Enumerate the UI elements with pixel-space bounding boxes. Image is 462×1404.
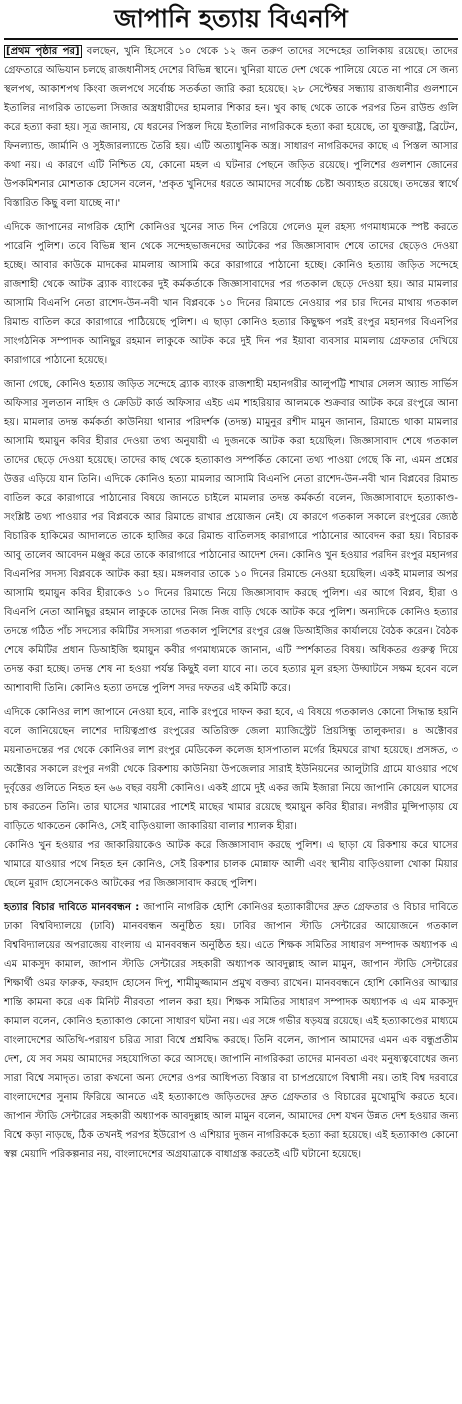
continuation-marker: [প্রথম পৃষ্ঠার পর]	[6, 46, 80, 57]
headline-rule	[4, 38, 458, 40]
paragraph-6	[4, 898, 458, 1164]
subheading: হত্যার বিচার দাবিতে মানববন্ধন :	[4, 902, 140, 913]
paragraph-2: এদিকে জাপানের নাগরিক হোশি কোনিওর খুনের সাত দিন পেরিয়ে গেলেও মূল রহস্য গণমাধ্যমকে স্পষ্ট করতে পারেনি পুলিশ। তবে বিভিন্ন স্থান থেকে সন্দেহভাজনদের আটকের পর জিজ্ঞাসাবাদ শেষে তাদের ছেড়েও দেওয়া হচ্ছে। আবার কাউকে মাদকের মামলায় আসামি করে কারাগারে পাঠানো হচ্ছে। কোনিও হত্যায় জড়িত সন্দেহে রাজশাহী থেকে আটক ব্র্যাক ব্যাংকের দুই কর্মকর্তাকে জিজ্ঞাসাবাদের পর গতকাল ছেড়ে দেওয়া হয়। আর মামলার আসামি বিএনপি নেতা রাশেদ-উন-নবী খান বিপ্লবকে ১০ দিনের রিমান্ডে নেওয়ার পর চার দিনের মাথায় গতকাল রিমান্ড বাতিল করে কারাগারে পাঠিয়েছে পুলিশ। এ ছাড়া কোনিও হত্যার কিছুক্ষণ পরই রংপুর মহানগর বিএনপির সাংগঠনিক সম্পাদক আনিছুর রহমান লাকুকে আটক করে দুই দিন পর ইয়াবা ব্যবসার মামলায় গ্রেফতার দেখিয়ে কারাগারে পাঠানো হয়েছে।	[4, 222, 458, 366]
paragraph-1-text: বলছেন, খুনি হিসেবে ১০ থেকে ১২ জন তরুণ তাদের সন্দেহের তালিকায় রয়েছে। তাদের গ্রেফতারে অভিযান চলছে রাজধানীসহ দেশের বিভিন্ন স্থানে। খুনিরা যাতে দেশ থেকে পালিয়ে যেতে না পারে সে জন্য স্থলপথ, আকাশপথ কিংবা জলপথে সর্বোচ্চ সতর্কতা জারি করা হয়েছে। ২৮ সেপ্টেম্বর সন্ধ্যায় রাজধানীর গুলশানে ইতালির নাগরিক তাভেলা সিজার অস্ত্রধারীদের হামলার শিকার হন। খুব কাছ থেকে তাকে পরপর তিন রাউন্ড গুলি করে হত্যা করা হয়। সূত্র জানায়, যে ধরনের পিস্তল দিয়ে ইতালির নাগরিককে হত্যা করা হয়েছে, তা যুক্তরাষ্ট্র, ব্রিটেন, ফিনল্যান্ড, জার্মানি ও সুইজারল্যান্ডে তৈরি হয়। এটি অত্যাধুনিক অস্ত্র। সাধারণ নাগরিকদের কাছে এ পিস্তল আসার কথা নয়। এ কারণে এটি নিশ্চিত যে, কোনো মহল এ ঘটনার পেছনে জড়িত রয়েছে। পুলিশের গুলশান জোনের উপকমিশনার মোশতাক হোসেন বলেন, 'প্রকৃত খুনিদের ধরতে আমাদের সর্বোচ্চ চেষ্টা অব্যাহত রয়েছে। তদন্তের স্বার্থে বিস্তারিত কিছু বলা যাচ্ছে না।'	[4, 46, 458, 209]
paragraph-1	[4, 42, 458, 213]
paragraph-4: এদিকে কোনিওর লাশ জাপানে নেওয়া হবে, নাকি রংপুরে দাফন করা হবে, এ বিষয়ে গতকালও কোনো সিদ্ধান্ত হয়নি বলে জানিয়েছেন লাশের দায়িত্বপ্রাপ্ত রংপুরের অতিরিক্ত জেলা ম্যাজিস্ট্রেট প্রিয়সিন্ধু তালুকদার। ৪ অক্টোবর ময়নাতদন্তের পর থেকে কোনিওর লাশ রংপুর মেডিকেল কলেজ হাসপাতাল মর্গের হিমঘরে রাখা হয়েছে। প্রসঙ্গত, ৩ অক্টোবর সকালে রংপুর নগরী থেকে রিকশায় কাউনিয়া উপজেলার সারাই ইউনিয়নের আলুটারি গ্রামে যাওয়ার পথে দুর্বৃত্তের গুলিতে নিহত হন ৬৬ বছর বয়সী কোনিও। একই গ্রামে দুই একর জমি ইজারা নিয়ে জাপানি কোয়েল ঘাসের চাষ করতেন তিনি। তার ঘাসের খামারের পাশেই মাছের খামার রয়েছে হুমায়ুন কবির হীরার। নগরীর মুন্সিপাড়ায় যে বাড়িতে থাকতেন কোনিও, সেই বাড়িওয়ালা জাকারিয়া বালার শ্যালক হীরা।	[4, 707, 458, 832]
paragraph-5: কোনিও খুন হওয়ার পর জাকারিয়াকেও আটক করে জিজ্ঞাসাবাদ করছে পুলিশ। এ ছাড়া যে রিকশায় করে ঘাসের খামারে যাওয়ার পথে নিহত হন কোনিও, সেই রিকশার চালক মোন্নাফ আলী এবং স্থানীয় বাড়িওয়ালা খোকা মিয়ার ছেলে মুরাদ হোসেনকেও আটকের পর জিজ্ঞাসাবাদ করছে পুলিশ।	[4, 840, 458, 889]
paragraph-6-text: জাপানি নাগরিক হোশি কোনিওর হত্যাকারীদের দ্রুত গ্রেফতার ও বিচার দাবিতে ঢাকা বিশ্ববিদ্যালয়ে (ঢাবি) মানববন্ধন অনুষ্ঠিত হয়। ঢাবির জাপান স্টাডি সেন্টারের আয়োজনে গতকাল বিশ্ববিদ্যালয়ের অপরাজেয় বাংলায় এ মানববন্ধন অনুষ্ঠিত হয়। এতে শিক্ষক সমিতির সাধারণ সম্পাদক অধ্যাপক এ এম মাকসুদ কামাল, জাপান স্টাডি সেন্টারের সহকারী অধ্যাপক আবদুল্লাহ আল মামুন, জাপান স্টাডি সেন্টারের শিক্ষার্থী ওমর ফারুক, ফরহাদ হোসেন দিপু, শামীমুজ্জামান প্রমুখ বক্তব্য রাখেন। মানববন্ধনে হোশি কোনিওর আত্মার শান্তি কামনা করে এক মিনিট নীরবতা পালন করা হয়। শিক্ষক সমিতির সাধারণ সম্পাদক অধ্যাপক এ এম মাকসুদ কামাল বলেন, কোনিও হত্যাকাণ্ড কোনো সাধারণ ঘটনা নয়। এর সঙ্গে গভীর ষড়যন্ত্র রয়েছে। এই হত্যাকাণ্ডের মাধ্যমে বাংলাদেশের অতিথি-পরায়ণ চরিত্র সারা বিশ্বে প্রশ্নবিদ্ধ করছে। তিনি বলেন, জাপান আমাদের এমন এক বন্ধুপ্রতীম দেশ, যে সব সময় আমাদের সহযোগিতা করে আসছে। জাপানি নাগরিকরা তাদের মানবতা এবং মনুষ্যত্ববোধের জন্য সারা বিশ্বে সমাদৃত। তারা কখনো অন্য দেশের ওপর আধিপত্য বিস্তার বা চাপপ্রয়োগে বিশ্বাসী নয়। তাই বিশ্ব দরবারে বাংলাদেশের সুনাম ফিরিয়ে আনতে এই হত্যাকাণ্ডে জড়িতদের দ্রুত গ্রেফতার ও বিচারের মুখোমুখি করতে হবে। জাপান স্টাডি সেন্টারের সহকারী অধ্যাপক আবদুল্লাহ আল মামুন বলেন, আমাদের দেশ যখন উন্নত দেশ হওয়ার জন্য বিশ্বে কড়া নাড়ছে, ঠিক তখনই পরপর ইউরোপ ও এশিয়ার দুজন নাগরিককে হত্যা করা হয়েছে। এই হত্যাকাণ্ড কোনো স্বল্প মেয়াদি পরিকল্পনার নয়, বাংলাদেশের অগ্রযাত্রাকে বাধাগ্রস্ত করতেই এটি ঘটানো হয়েছে।	[4, 902, 458, 1160]
paragraph-3: জানা গেছে, কোনিও হত্যায় জড়িত সন্দেহে ব্র্যাক ব্যাংক রাজশাহী মহানগরীর আলুপট্টি শাখার সেলস অ্যান্ড সার্ভিস অফিসার সুলতান নাহিদ ও ক্রেডিট কার্ড অফিসার এইচ এম শাহরিয়ার আলমকে শুক্রবার আটক করে রংপুরে আনা হয়। মামলার তদন্ত কর্মকর্তা কাউনিয়া থানার পরিদর্শক (তদন্ত) মামুনুর রশীদ মামুন জানান, রিমান্ডে থাকা মামলার আসামি হুমায়ুন কবির হীরার দেওয়া তথ্য অনুযায়ী এ দুজনকে আটক করা হয়েছিল। জিজ্ঞাসাবাদ শেষে গতকাল তাদের ছেড়ে দেওয়া হয়েছে। তাদের কাছ থেকে হত্যাকাণ্ড সম্পর্কিত কোনো তথ্য পাওয়া গেছে কি না, এমন প্রশ্নের উত্তর এড়িয়ে যান তিনি। এদিকে কোনিও হত্যা মামলার আসামি বিএনপি নেতা রাশেদ-উন-নবী খান বিপ্লবের রিমান্ড বাতিল করে কারাগারে পাঠানোর বিষয়ে জানতে চাইলে মামলার তদন্ত কর্মকর্তা বলেন, জিজ্ঞাসাবাদে হত্যাকাণ্ড-সংশ্লিষ্ট তথ্য পাওয়ার পর বিপ্লবকে আর রিমান্ডে রাখার প্রয়োজন নেই। যে কারণে গতকাল সকালে রংপুরের জ্যেষ্ঠ বিচারিক হাকিমের আদালতে তাকে হাজির করে রিমান্ড বাতিলসহ কারাগারে পাঠানোর আবেদন করা হয়। বিচারক আবু তালেব আবেদন মঞ্জুর করে তাকে কারাগারে পাঠানোর আদেশ দেন। কোনিও খুন হওয়ার পরদিন রংপুর মহানগর বিএনপির সদস্য বিপ্লবকে আটক করা হয়। মঙ্গলবার তাকে ১০ দিনের রিমান্ডে নেওয়া হয়েছিল। একই মামলার অপর আসামি হুমায়ুন কবির হীরাকেও ১০ দিনের রিমান্ডে নিয়ে জিজ্ঞাসাবাদ করছে পুলিশ। এর আগে বিপ্লব, হীরা ও বিএনপি নেতা আনিছুর রহমান লাকুকে তাদের নিজ নিজ বাড়ি থেকে আটক করে পুলিশ। অন্যদিকে কোনিও হত্যার তদন্তে গঠিত পাঁচ সদস্যের কমিটির সদস্যরা গতকাল পুলিশের রংপুর রেঞ্জ ডিআইজির কার্যালয়ে বৈঠক করেন। বৈঠক শেষে কমিটির প্রধান ডিআইজি হুমায়ুন কবীর গণমাধ্যমকে জানান, এটি স্পর্শকাতর বিষয়। অধিকতর গুরুত্ব দিয়ে তদন্ত করা হচ্ছে। তদন্ত শেষ না হওয়া পর্যন্ত কিছুই বলা যাবে না। তবে হত্যার মূল রহস্য উদ্ঘাটনে সক্ষম হবেন বলে আশাবাদী তিনি। কোনিও হত্যা তদন্তে পুলিশ সদর দফতর এই কমিটি করে।	[4, 379, 458, 694]
headline: জাপানি হত্যায় বিএনপি	[114, 4, 348, 33]
article-body	[4, 42, 458, 1164]
